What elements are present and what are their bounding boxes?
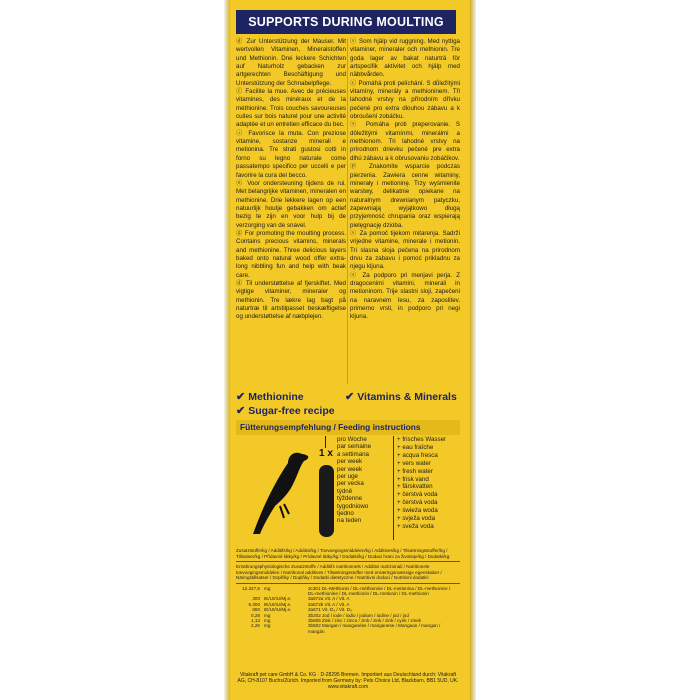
per-week-item: tjedno: [337, 510, 354, 518]
desc-cz: ⓒ Pomáhá proti pelíchání. S důležitými vitamíny, minerály a methioninem. Tři lahodné vrstvy na přírodním dřívku pečené pro extra dlouhou zábavu a k obroušení zobáčku.: [350, 79, 460, 121]
per-week-item: per uge: [337, 473, 358, 481]
desc-si: ⓢ Za podporo pri menjavi perja. Z dragocenimi vitamini, minerali in metioninom. Trije slastni sloji, zapečeni na naravnem lesu, za zaposlitev, primerno vrsti, in podporo pri negi kljuna.: [350, 271, 460, 321]
table-row: 300 IE/UI/IU/Mj.e. 3a672a Vit. A / Vit. A: [252, 596, 350, 602]
per-week-item: pro Woche: [337, 436, 367, 443]
checkmark-icon: ✔: [236, 391, 246, 403]
desc-de: ⓓ Zur Unterstützung der Mauser. Mit wertvollen Vitaminen, Mineralstoffen und Methionin. Drei leckere Schichten auf Naturholz gebacken zur artgerechten Beschäftigung und Unterstützung der Schnabelpflege.: [236, 38, 346, 87]
description-right-column: [350, 38, 460, 386]
per-week-item: per vecka: [337, 480, 364, 488]
table-row: 0,28 mg 3b202 Jod / iode / iodio / jodium / iodine / jod / jod: [251, 612, 409, 618]
table-row: 6.300 IE/UI/IU/Mj.e. 3a672b Vit. A / Vit. A: [248, 601, 350, 607]
table-row: 2,26 mg 3b502 Mangan / manganèse / manganese / Mangaan / mangan / mangán: [251, 623, 441, 634]
description-left-column: [236, 38, 346, 386]
checkmark-icon: ✔: [236, 405, 246, 417]
feature-sugar-free-label: Sugar-free recipe: [248, 405, 335, 417]
feeding-quantity: 1 x: [319, 448, 333, 459]
water-item: + sveža voda: [397, 522, 434, 530]
description-columns: [236, 38, 460, 386]
per-week-item: per week: [337, 458, 363, 466]
water-item: + acqua fresca: [397, 451, 438, 459]
feeding-title: Fütterungsempfehlung / Feeding instructions: [236, 420, 460, 435]
water-item: + čerstvá voda: [397, 499, 438, 507]
per-week-item: na teden: [337, 517, 362, 525]
hanger-wire: [325, 436, 326, 448]
header-banner: [236, 10, 456, 34]
per-week-item: týdně: [337, 487, 353, 495]
desc-en: ⓖ For promoting the moulting process. Contains precious vitamins, minerals and methionine. Three delicious layers baked onto natural wood offer extra-long nibbling fun and help with beak care.: [236, 229, 346, 279]
desc-it: ⓘ Favorisce la muta. Con preziose vitamine, sostanze minerali e metionina. Tre strati gustosi cotti in forno su legno naturale come passatempo specifico per uccelli e per favorire la cura del becco.: [236, 129, 346, 179]
water-item: + vers water: [397, 459, 431, 467]
nutrition-table: [236, 586, 460, 635]
label-edge: [470, 0, 476, 700]
per-week-item: týždenne: [337, 495, 363, 503]
composition-rule: [236, 583, 460, 584]
water-item: + fresh water: [397, 467, 433, 475]
water-item: + eau fraîche: [397, 443, 434, 451]
feature-sugar-free: [236, 404, 335, 417]
desc-se: ⓢ Som hjälp vid ruggning. Med nyttiga vitaminer, mineraler och methionin. Tre goda lager av bakat naturträ för artspecifik aktivitet och hjälp med näbbvården.: [350, 38, 460, 79]
table-row: 650 IE/UI/IU/Mj.e. 3a671 Vit. D₃ / Vit. D₃: [252, 607, 352, 613]
water-item: + čerstvá voda: [397, 491, 438, 499]
feature-vitamins-label: Vitamins & Minerals: [357, 391, 457, 403]
per-week-item: per week: [337, 465, 363, 473]
composition-rule: [236, 561, 460, 562]
feature-methionine: [236, 390, 304, 403]
water-item: + świeża woda: [397, 507, 438, 515]
desc-pl: ⓟ Znakomite wsparcie podczas pierzenia. Zawiera cenne witaminy, minerały i metioninę. Trzy wyśmienite warstwy, delikatnie opiekane na naturalnym drewnianym patyczku, zapewniają wyjątkowo długą przyjemność chrupania oraz wspierają pielęgnację dzioba.: [350, 163, 460, 229]
budgie-silhouette-icon: [250, 448, 312, 538]
manufacturer-footer: Vitakraft pet care GmbH & Co. KG · D-28295 Bremen. Importiert aus Deutschland durch: Vitakraft AG, CH-8107 Buchs/Zürich. Imported from Germany by: Pets Choice Ltd, Blackburn, BB1 5UD, UK. www.vitakraft.com: [237, 672, 459, 690]
composition-block: [236, 548, 460, 634]
desc-sk: ⓢ Pomáha proti preperovanie. S dôležitými vitamínmi, minerálmi a methionom. Tri lahodné vrstvy na prírodnom drievku pečené pre extra dlhú zábavu a k obrusovaniu zobáčikov.: [350, 121, 460, 162]
product-stick-icon: [319, 465, 334, 537]
feature-vitamins: [345, 390, 457, 403]
table-row: 12.327,5 mg 3c301 DL-Methionin / DL-méthionine / DL-metionina / DL-methionine / DL-methionine / DL-methionin / DL-metionin / DL-methionin: [242, 585, 451, 596]
water-item: + svježa voda: [397, 515, 436, 523]
desc-fr: ⓕ Facilite la mue. Avec de précieuses vitamines, des minéraux et de la méthionine. Trois couches savoureuses cuites sur bois naturel pour une activité adaptée et un entretien efficace du bec.: [236, 88, 346, 129]
per-week-item: tygodniowo: [337, 502, 369, 510]
feeding-divider: [393, 436, 394, 540]
per-week-item: a settimana: [337, 450, 369, 458]
nutritional-heading: Ernährungsphysiologische Zusatzstoffe / Additifs nutritionnels / Additivi nutrizionali / Nutritionele toevoegingsmiddelen / Nutritional additives / Tilsætningsstoffer med ernæringsmæssige egenskaber / Näringstillsatser / Doplňky / Doplňky / Dodatki dietetyczne / Nutritivni dodaci / Nutritivni dodatki:: [236, 564, 442, 580]
desc-nl: ⓝ Voor ondersteuning tijdens de rui. Met belangrijke vitaminen, mineralen en methionine. Drie lekkere lagen op een natuurlijk houtje gebakken om actief bezig te zijn en voor hulp bij de verzorging van de snavel.: [236, 179, 346, 229]
column-divider: [347, 38, 348, 384]
water-item: + färskvatten: [397, 483, 433, 491]
additives-heading: Zusatzstoffe/kg / Additifs/kg / Additivi/kg / Toevoegingsmiddelen/kg / Additives/kg / Tilsætningsstoffer/kg / Tillsatser/kg / Přídavné látky/kg / Prídavné látky/kg / Dodatki/kg / Dodaci hrani za životinje/kg / Dodatki/kg:: [236, 548, 451, 559]
water-list: [397, 436, 463, 531]
feature-methionine-label: Methionine: [248, 391, 304, 403]
desc-dk: ⓓ Til understøttelse af fjerskiftet. Med vigtige vitaminer, mineraler og methionin. Tre lækre lag bagt på naturtræ til artstilpasset beskæftigelse og understøttelse af næbplejen.: [236, 279, 346, 321]
per-week-list: [337, 436, 393, 525]
water-item: + frisches Wasser: [397, 436, 447, 443]
desc-hr: ⓢ Za pomoč tijekom mitarenja. Sadrži vrijedne vitamine, minerale i metionin. Tri slasna sloja pečena na prirodnom drvu za zabavu i pomoć prikladnu za njegu kljuna.: [350, 229, 460, 271]
table-row: 1,13 mg 3b605 Zink / zinc / zinco / zink / zink / zink / cynk / zinek: [251, 617, 422, 623]
checkmark-icon: ✔: [345, 391, 355, 403]
water-item: + frisk vand: [397, 475, 429, 483]
per-week-item: par semaine: [337, 443, 372, 451]
header-title: SUPPORTS DURING MOULTING: [248, 15, 444, 29]
